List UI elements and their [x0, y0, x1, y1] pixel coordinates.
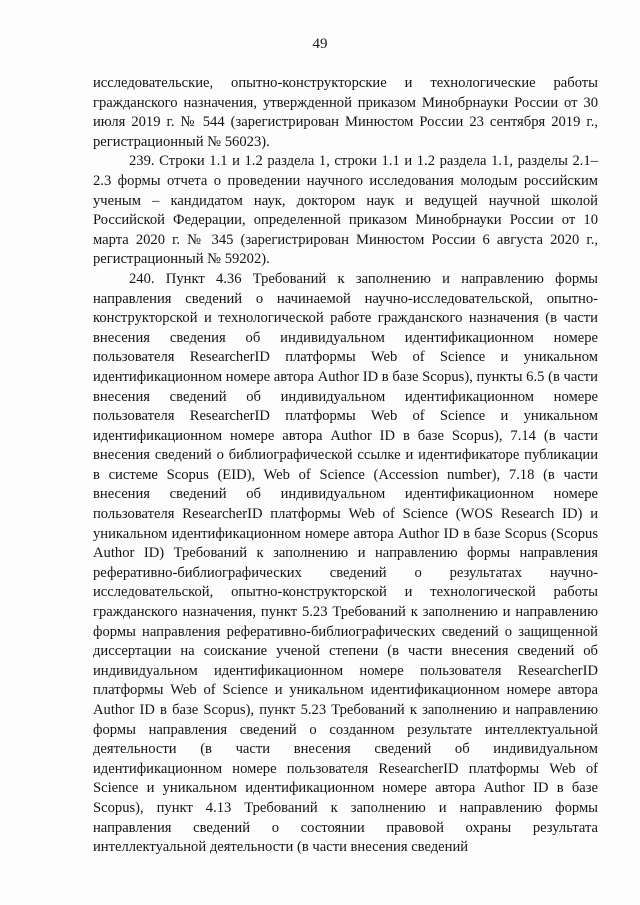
paragraph-continuation: исследовательские, опытно-конструкторские и технологические работы гражданского назначения, утвержденной приказом Минобрнауки России от 30 июля 2019 г. № 544 (зарегистрирован Минюстом России 23 сентября 2019 г., регистрационный № 56023). [93, 75, 598, 150]
paragraph-239: 239. Строки 1.1 и 1.2 раздела 1, строки 1.1 и 1.2 раздела 1.1, разделы 2.1–2.3 формы отчета о проведении научного исследования молодым российским ученым – кандидатом наук, доктором наук и ведущей научной школой Российской Федерации, определенной приказом Минобрнауки России от 10 марта 2020 г. № 345 (зарегистрирован Минюстом России 6 августа 2020 г., регистрационный № 59202). [93, 153, 598, 268]
paragraph-240: 240. Пункт 4.36 Требований к заполнению и направлению формы направления сведений о начинаемой научно-исследовательской, опытно-конструкторской и технологической работе гражданского назначения (в части внесения сведения об индивидуальном идентификационном номере пользователя ResearcherID платформы Web of Science и уникальном идентификационном номере автора Author ID в базе Scopus), пункты 6.5 (в части внесения сведений об индивидуальном идентификационном номере пользователя ResearcherID платформы Web of Science и уникальном идентификационном номере автора Author ID в базе Scopus), 7.14 (в части внесения сведений о библиографической ссылке и идентификаторе публикации в системе Scopus (EID), Web of Science (Accession number), 7.18 (в части внесения сведений об индивидуальном идентификационном номере пользователя ResearcherID платформы Web of Science (WOS Research ID) и уникальном идентификационном номере автора Author ID в базе Scopus (Scopus Author ID) Требований к заполнению и направлению формы направления реферативно-библиографических сведений о результатах научно-исследовательской, опытно-конструкторской и технологической работы гражданского назначения, пункт 5.23 Требований к заполнению и направлению формы направления реферативно-библиографических сведений о защищенной диссертации на соискание ученой степени (в части внесения сведений об индивидуальном идентификационном номере пользователя ResearcherID платформы Web of Science и уникальном идентификационном номере автора Author ID в базе Scopus), пункт 5.23 Требований к заполнению и направлению формы направления сведений о созданном результате интеллектуальной деятельности (в части внесения сведений об индивидуальном идентификационном номере пользователя ResearcherID платформы Web of Science и уникальном идентификационном номере автора Author ID в базе Scopus), пункт 4.13 Требований к заполнению и направлению формы направления сведений о состоянии правовой охраны результата интеллектуальной деятельности (в части внесения сведений [93, 270, 598, 856]
body-text [93, 74, 598, 858]
page-number: 49 [312, 36, 328, 52]
